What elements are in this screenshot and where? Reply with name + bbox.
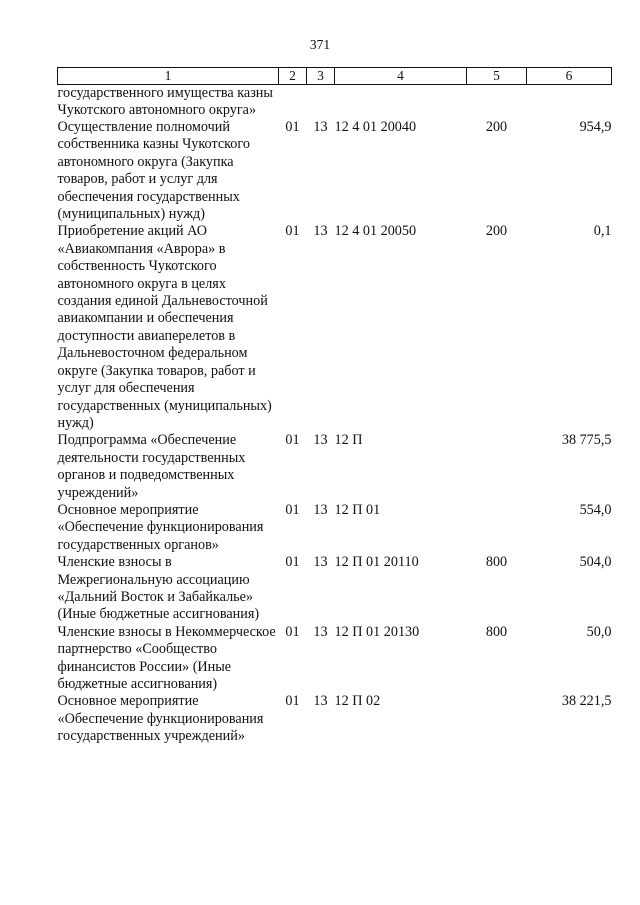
- table-row: [58, 502, 612, 554]
- row-section: 01: [285, 554, 300, 571]
- table-header-row: [58, 68, 612, 85]
- row-amount: 38 221,5: [561, 693, 612, 710]
- row-target-article: 12 4 01 20040: [334, 119, 417, 135]
- row-section: 01: [285, 223, 300, 240]
- row-section: 01: [285, 693, 300, 710]
- header-col-3: 3: [307, 68, 335, 85]
- table-row: [58, 432, 612, 502]
- row-target-article: [335, 85, 467, 120]
- row-section: 01: [285, 501, 300, 518]
- row-expense-type: 200: [485, 223, 508, 240]
- row-name: Подпрограмма «Обеспечение деятельности государственных органов и подведомственных учреждений»: [57, 432, 246, 501]
- row-target-article: 12 П: [334, 432, 363, 449]
- row-expense-type: [467, 432, 527, 502]
- row-expense-type: 800: [485, 554, 508, 571]
- budget-table: [57, 67, 612, 746]
- row-section: 01: [285, 432, 300, 449]
- row-subsection: [307, 85, 335, 120]
- row-name: Осуществление полномочий собственника казны Чукотского автономного округа (Закупка товаров, работ и услуг для обеспечения государственных (муниципальных) нужд): [57, 119, 250, 223]
- row-target-article: 12 П 01 20110: [334, 554, 419, 571]
- table-row: [58, 624, 612, 694]
- row-target-article: 12 П 02: [334, 693, 381, 710]
- row-expense-type: 800: [485, 623, 508, 640]
- row-expense-type: [467, 502, 527, 554]
- row-subsection: 13: [313, 693, 328, 710]
- row-target-article: 12 П 01: [334, 501, 381, 518]
- row-section: 01: [285, 119, 300, 135]
- row-section: [279, 85, 307, 120]
- row-amount: 38 775,5: [561, 432, 612, 449]
- header-col-1: 1: [58, 68, 279, 85]
- row-section: 01: [285, 623, 300, 640]
- row-subsection: 13: [313, 554, 328, 571]
- row-expense-type: [467, 85, 527, 120]
- row-expense-type: [467, 693, 527, 745]
- row-expense-type: 200: [485, 119, 508, 135]
- page-number: 371: [309, 37, 331, 52]
- table-row: [58, 223, 612, 432]
- row-name: Членские взносы в Некоммерческое партнерство «Сообщество финансистов России» (Иные бюджетные ассигнования): [57, 623, 276, 692]
- row-subsection: 13: [313, 432, 328, 449]
- header-col-2: 2: [279, 68, 307, 85]
- table-row: [58, 693, 612, 745]
- table-row: [58, 554, 612, 624]
- row-subsection: 13: [313, 223, 328, 240]
- row-amount: 0,1: [593, 223, 612, 240]
- row-name: Членские взносы в Межрегиональную ассоциацию «Дальний Восток и Забайкалье» (Иные бюджетные ассигнования): [57, 554, 260, 623]
- row-amount: 504,0: [579, 554, 612, 571]
- row-name: Основное мероприятие «Обеспечение функционирования государственных учреждений»: [57, 693, 264, 745]
- table-row: [58, 119, 612, 223]
- row-amount: 554,0: [579, 501, 612, 518]
- header-col-5: 5: [467, 68, 527, 85]
- row-name: Основное мероприятие «Обеспечение функционирования государственных органов»: [57, 501, 264, 553]
- row-subsection: 13: [313, 623, 328, 640]
- row-target-article: 12 П 01 20130: [334, 623, 420, 640]
- header-col-4: 4: [335, 68, 467, 85]
- row-amount: [527, 85, 612, 120]
- row-subsection: 13: [313, 119, 328, 135]
- header-col-6: 6: [527, 68, 612, 85]
- row-target-article: 12 4 01 20050: [334, 223, 417, 240]
- row-name: государственного имущества казны Чукотского автономного округа»: [57, 85, 273, 118]
- row-subsection: 13: [313, 501, 328, 518]
- row-amount: 50,0: [586, 623, 612, 640]
- table-row: [58, 85, 612, 120]
- row-amount: 954,9: [579, 119, 612, 135]
- row-name: Приобретение акций АО «Авиакомпания «Аврора» в собственность Чукотского автономного округа в целях создания единой Дальневосточной авиакомпании и обеспечения доступности авиаперелетов в Дальневосточном федеральном округе (Закупка товаров, работ и услуг для обеспечения государственных (муниципальных) нужд): [57, 223, 272, 431]
